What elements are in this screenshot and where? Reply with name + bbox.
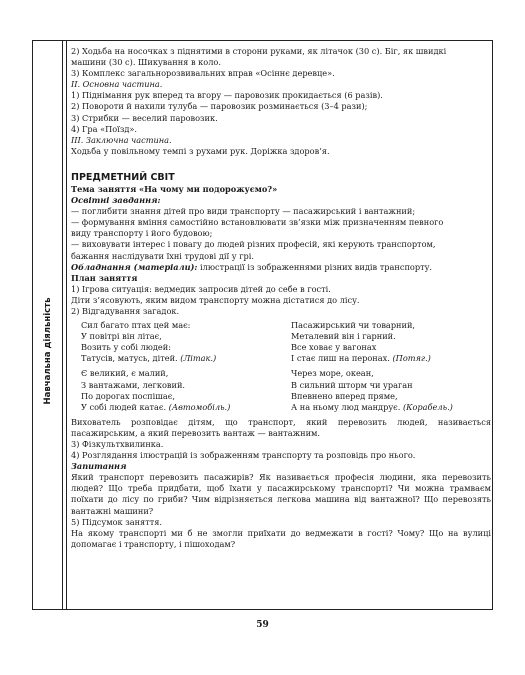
text-line: 3) Стрибки — веселий паровозик. [71, 112, 218, 123]
text-line: 2) Повороти й нахили тулуба — паровозик розминається (3–4 рази); [71, 101, 368, 112]
riddle-car [81, 368, 291, 412]
lesson-table [32, 40, 493, 610]
riddle-line: У собі людей катає. [81, 401, 167, 412]
tasks-label: Освітні завдання: [71, 195, 161, 206]
section-title: ПРЕДМЕТНИЙ СВІТ [71, 171, 175, 183]
riddle-last-line [291, 353, 491, 364]
riddle-line: У повітрі він літає, [81, 331, 162, 342]
questions-paragraph: Який транспорт перевозить пасажирів? Як називається професія людини, яка перевозить людей? Що треба придбати, щоб їхати у пасажирському транспорті? Чи можна трамваєм поїхати до лісу по гриби? Чим відрізняється легкова машина від вантажної? Що перевозять вантажні машини? [71, 472, 491, 516]
equipment-line [71, 262, 491, 273]
riddle-plane [81, 320, 291, 364]
riddle-line: Впевнено вперед пряме, [291, 390, 398, 401]
plan-line: 1) Ігрова ситуація: ведмедик запросив дітей до себе в гості. [71, 283, 331, 294]
riddle-answer: (Автомобіль.) [168, 401, 231, 412]
task-line: — виховувати інтерес і повагу до людей різних професій, які керують транспортом, [71, 239, 436, 250]
riddle-line: Сил багато птах цей має: [81, 320, 191, 331]
riddle-line: З вантажами, легковий. [81, 379, 186, 390]
text-line: 4) Гра «Поїзд». [71, 123, 137, 134]
step-line: 3) Фізкультхвилинка. [71, 439, 164, 449]
riddle-ship [291, 368, 491, 412]
riddle-answer: (Корабель.) [402, 401, 453, 412]
riddle-last-line [291, 402, 491, 413]
lesson-content [71, 46, 491, 550]
riddle-line: Пасажирський чи товарний, [291, 320, 416, 331]
step-line: 5) Підсумок заняття. [71, 516, 163, 527]
page-number: 59 [256, 620, 269, 630]
riddle-line: Возить у собі людей: [81, 342, 171, 353]
side-label: Навчальна діяльність [42, 297, 53, 405]
text-line: 2) Ходьба на носочках з піднятими в сторони руками, як літачок (30 с). Біг, як швидкі [71, 46, 447, 56]
riddle-last-line [81, 353, 291, 364]
questions-label: Запитання [71, 461, 127, 472]
riddle-line: Металевий він і гарний. [291, 331, 396, 342]
final-part-label: III. Заключна частина. [71, 134, 172, 145]
text-line: машини (30 с). Шикування в коло. [71, 57, 221, 68]
text-line: 3) Комплекс загальнорозвивальних вправ «Осіннє деревце». [71, 68, 335, 79]
topic: «На чому ми подорожуємо?» [138, 183, 278, 194]
riddle-line: І стає лиш на перонах. [291, 353, 390, 364]
equipment-text: ілюстрації із зображеннями різних видів транспорту. [197, 261, 433, 272]
step-line: 4) Розглядання ілюстрацій із зображенням транспорту та розповідь про нього. [71, 450, 416, 461]
riddle-line: Татусів, матусь, дітей. [81, 353, 178, 364]
riddle-line: Є великий, є малий, [81, 368, 169, 379]
riddle-line: По дорогах поспішає, [81, 390, 175, 401]
plan-line: 2) Відгадування загадок. [71, 305, 180, 316]
summary-paragraph: На якому транспорті ми б не змогли приїхати до ведмежати в гості? Чому? Що на вулиці допомагає і транспорту, і пішоходам? [71, 527, 491, 549]
equipment-label: Обладнання (матеріали): [71, 261, 198, 272]
plan-label: План заняття [71, 272, 138, 283]
side-column [33, 41, 63, 609]
riddle-line: Через море, океан, [291, 368, 374, 379]
task-line: виду транспорту і його будовою; [71, 228, 213, 239]
topic-label: Тема заняття [71, 183, 137, 194]
task-line: бажання наслідувати їхні трудові дії у грі. [71, 250, 254, 261]
riddle-line: А на ньому люд мандрує. [291, 401, 401, 412]
inner-divider [66, 41, 67, 609]
plan-line: Діти з’ясовують, яким видом транспорту можна дістатися до лісу. [71, 294, 360, 305]
text-line: 1) Піднімання рук вперед та вгору — паровозик прокидається (6 разів). [71, 90, 383, 101]
topic-line [71, 184, 491, 195]
riddle-line: Все ховає у вагонах [291, 342, 377, 353]
riddle-answer: (Літак.) [180, 353, 217, 364]
riddle-answer: (Потяг.) [392, 353, 431, 364]
riddle-last-line [81, 402, 291, 413]
main-part-label: II. Основна частина. [71, 79, 163, 90]
task-line: — формування вміння самостійно встановлювати зв’язки між призначенням певного [71, 217, 444, 228]
riddle-line: В сильний шторм чи ураган [291, 379, 413, 390]
educator-paragraph: Вихователь розповідає дітям, що транспорт, який перевозить людей, називається пасажирським, а який перевозить вантаж — вантажним. [71, 416, 491, 438]
riddles-block-2 [81, 368, 491, 412]
riddle-train [291, 320, 491, 364]
text-line: Ходьба у повільному темпі з рухами рук. Доріжка здоров’я. [71, 145, 330, 156]
riddles-block-1 [81, 320, 491, 364]
task-line: — поглибити знання дітей про види транспорту — пасажирський і вантажний; [71, 206, 416, 217]
